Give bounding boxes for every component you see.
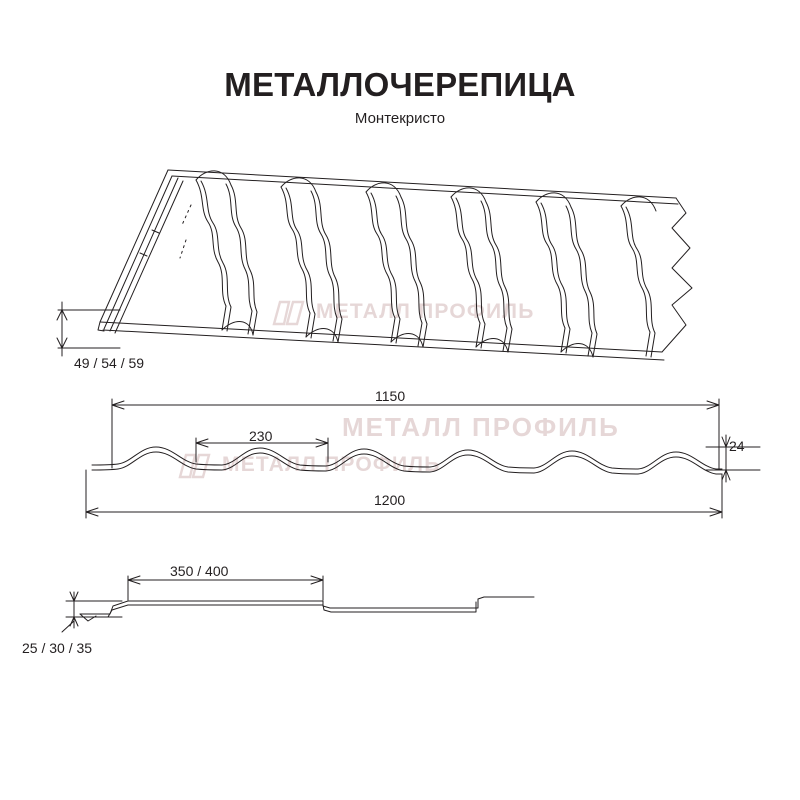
- page-title: МЕТАЛЛОЧЕРЕПИЦА: [224, 66, 576, 103]
- watermark-text: МЕТАЛЛ ПРОФИЛЬ: [316, 300, 535, 323]
- step-profile-view: [62, 576, 534, 632]
- label-wave-height: 24: [729, 438, 745, 454]
- label-wave-pitch: 230: [249, 428, 273, 444]
- dimension-useful-width: [112, 399, 719, 470]
- label-step-length: 350 / 400: [170, 563, 229, 579]
- label-total-width: 1200: [374, 492, 406, 508]
- dimension-step-height: [62, 592, 122, 632]
- watermark-text: МЕТАЛЛ ПРОФИЛЬ: [222, 453, 441, 476]
- cross-section-view: [86, 399, 760, 518]
- watermark-text: МЕТАЛЛ ПРОФИЛЬ: [342, 412, 620, 442]
- label-profile-height: 49 / 54 / 59: [74, 355, 145, 371]
- label-step-height: 25 / 30 / 35: [22, 640, 93, 656]
- page-subtitle: Монтекристо: [354, 110, 446, 127]
- isometric-view: [57, 170, 692, 360]
- label-useful-width: 1150: [375, 388, 406, 404]
- dimension-step-length: [128, 576, 323, 600]
